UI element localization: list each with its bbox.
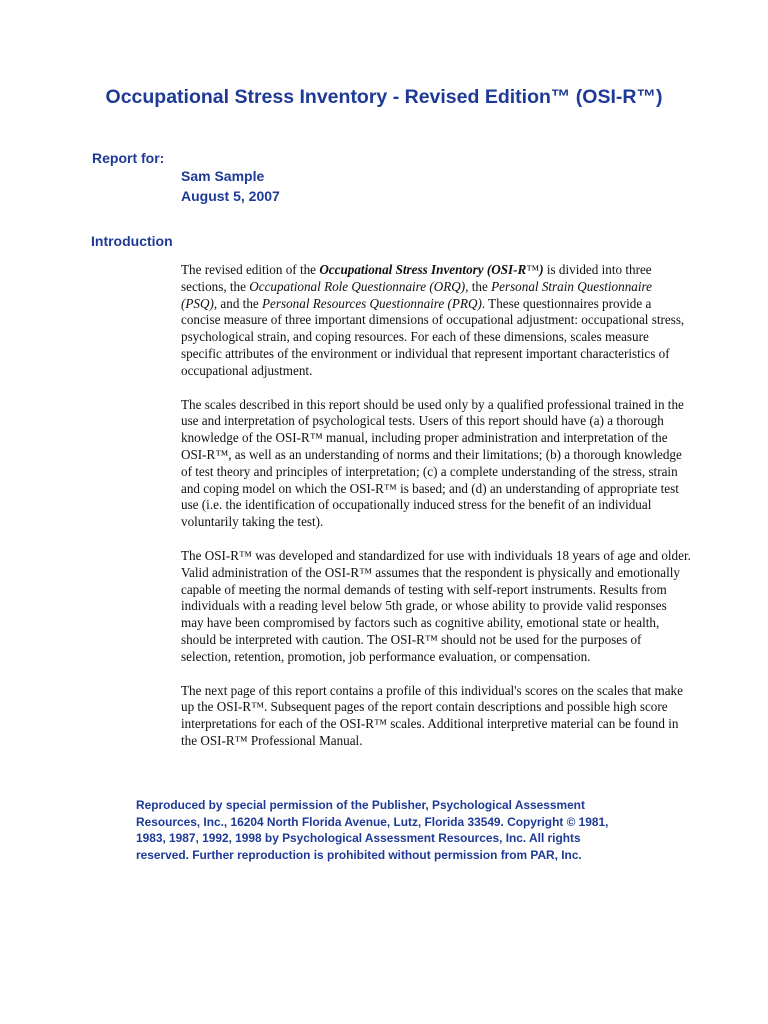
p1-text-7: , the <box>465 278 492 294</box>
p1-text-4: ) <box>539 262 544 277</box>
intro-paragraph-3: The OSI-R™ was developed and standardized for use with individuals 18 years of age and older. Valid administration of the OSI-R™ assumes that the respondent is physically and emotionally capable of meeting the normal demands of testing with self-report instruments. Results from individuals with a reading level below 5th grade, or whose ability to provide valid responses may have been compromised by factors such as cognitive ability, emotional state or health, should be interpreted with caution. The OSI-R™ should not be used for the purposes of selection, retention, promotion, job performance evaluation, or compensation. <box>181 547 691 664</box>
report-for-label: Report for: <box>92 150 165 166</box>
introduction-heading: Introduction <box>91 233 173 249</box>
p1-text-1: The revised edition of the <box>181 262 320 277</box>
osi-r-title-emphasis <box>319 262 526 277</box>
report-recipient-block <box>181 167 280 206</box>
p1-text-9: , and the <box>213 295 263 311</box>
intro-paragraph-1 <box>181 262 691 380</box>
prq-emphasis <box>262 296 482 311</box>
p1-text-5: is divided into three sections, the <box>181 262 652 294</box>
intro-paragraph-2: The scales described in this report should be used only by a qualified professional trained in the use and interpretation of psychological tests. Users of this report should have (a) a thorough knowledge of the OSI-R™ manual, including proper administration and interpretation of the OSI-R™, as well as an understanding of norms and their limitations; (b) a thorough knowledge of test theory and principles of interpretation; (c) a complete understanding of the stress, strain and coping model on which the OSI-R™ is based; and (d) an understanding of appropriate test use (i.e. the identification of occupationally induced stress for the benefit of an individual voluntarily taking the test). <box>181 396 684 530</box>
report-date: August 5, 2007 <box>181 187 280 204</box>
p1-text-2: Occupational Stress Inventory (OSI-R <box>319 262 527 277</box>
page-title: Occupational Stress Inventory - Revised Edition™ (OSI-R™) <box>105 86 663 108</box>
p1-trademark: ™ <box>526 262 540 277</box>
introduction-body <box>181 262 691 767</box>
recipient-name: Sam Sample <box>181 168 265 184</box>
orq-emphasis <box>249 279 465 294</box>
p1-text-6: Occupational Role Questionnaire (ORQ) <box>249 278 466 294</box>
p1-text-10: Personal Resources Questionnaire (PRQ) <box>262 295 482 311</box>
p1-text-8: Personal Strain Questionnaire (PSQ) <box>181 278 652 311</box>
copyright-notice: Reproduced by special permission of the Publisher, Psychological Assessment Resources, Inc., 16204 North Florida Avenue, Lutz, Florida 33549. Copyright © 1981, 1983, 1987, 1992, 1998 by Psychological Assessment Resources, Inc. All rights reserved. Further reproduction is prohibited without permission from PAR, Inc. <box>136 798 609 862</box>
p1-text-11: . These questionnaires provide a concise measure of three important dimensions of occupational adjustment: occupational stress, psychological strain, and coping resources. For each of these dimensions, scales measure specific attributes of the environment or individual that represent important characteristics of occupational adjustment. <box>181 295 685 378</box>
intro-paragraph-4: The next page of this report contains a profile of this individual's scores on the scales that make up the OSI-R™. Subsequent pages of the report contain descriptions and possible high score interpretations for each of the OSI-R™ scales. Additional interpretive material can be found in the OSI-R™ Professional Manual. <box>181 682 683 748</box>
